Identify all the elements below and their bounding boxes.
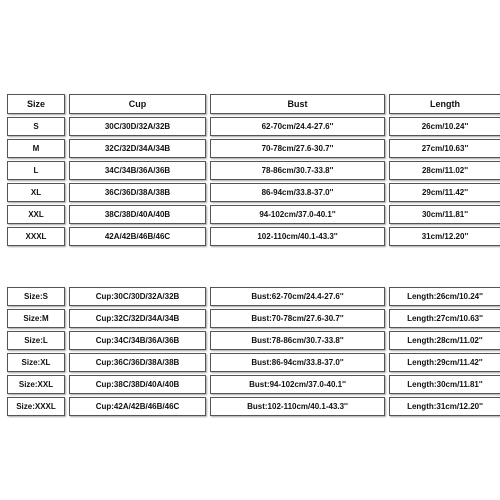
length-cell: 29cm/11.42''	[389, 183, 500, 202]
header-cup: Cup	[69, 94, 206, 114]
size-cell: Size:XXL	[7, 375, 65, 394]
cup-cell: 42A/42B/46B/46C	[69, 227, 206, 246]
size-cell: S	[7, 117, 65, 136]
cup-cell: 30C/30D/32A/32B	[69, 117, 206, 136]
table-row	[7, 139, 500, 158]
bust-cell: Bust:62-70cm/24.4-27.6''	[210, 287, 385, 306]
length-cell: 31cm/12.20''	[389, 227, 500, 246]
bust-cell: 62-70cm/24.4-27.6''	[210, 117, 385, 136]
bust-cell: Bust:70-78cm/27.6-30.7''	[210, 309, 385, 328]
table-row	[7, 309, 500, 328]
bust-cell: Bust:102-110cm/40.1-43.3''	[210, 397, 385, 416]
size-cell: XXL	[7, 205, 65, 224]
bust-cell: 70-78cm/27.6-30.7''	[210, 139, 385, 158]
length-cell: Length:29cm/11.42''	[389, 353, 500, 372]
bust-cell: 78-86cm/30.7-33.8''	[210, 161, 385, 180]
table-row	[7, 161, 500, 180]
size-cell: Size:XXXL	[7, 397, 65, 416]
size-cell: XXXL	[7, 227, 65, 246]
bust-cell: 102-110cm/40.1-43.3''	[210, 227, 385, 246]
cup-cell: Cup:34C/34B/36A/36B	[69, 331, 206, 350]
table-row	[7, 375, 500, 394]
table-row	[7, 183, 500, 202]
length-cell: Length:30cm/11.81''	[389, 375, 500, 394]
header-bust: Bust	[210, 94, 385, 114]
length-cell: Length:28cm/11.02''	[389, 331, 500, 350]
length-cell: Length:26cm/10.24''	[389, 287, 500, 306]
length-cell: Length:31cm/12.20''	[389, 397, 500, 416]
length-cell: 26cm/10.24''	[389, 117, 500, 136]
table-row	[7, 117, 500, 136]
size-chart-table	[3, 91, 500, 249]
table-row	[7, 287, 500, 306]
bust-cell: 86-94cm/33.8-37.0''	[210, 183, 385, 202]
table-row	[7, 331, 500, 350]
length-cell: 28cm/11.02''	[389, 161, 500, 180]
length-cell: Length:27cm/10.63''	[389, 309, 500, 328]
cup-cell: Cup:32C/32D/34A/34B	[69, 309, 206, 328]
cup-cell: Cup:30C/30D/32A/32B	[69, 287, 206, 306]
size-cell: Size:M	[7, 309, 65, 328]
header-length: Length	[389, 94, 500, 114]
cup-cell: 36C/36D/38A/38B	[69, 183, 206, 202]
size-cell: Size:S	[7, 287, 65, 306]
size-cell: M	[7, 139, 65, 158]
length-cell: 27cm/10.63''	[389, 139, 500, 158]
bust-cell: 94-102cm/37.0-40.1''	[210, 205, 385, 224]
size-cell: L	[7, 161, 65, 180]
size-cell: Size:XL	[7, 353, 65, 372]
bust-cell: Bust:86-94cm/33.8-37.0''	[210, 353, 385, 372]
length-cell: 30cm/11.81''	[389, 205, 500, 224]
table-row	[7, 397, 500, 416]
cup-cell: Cup:42A/42B/46B/46C	[69, 397, 206, 416]
size-cell: XL	[7, 183, 65, 202]
cup-cell: Cup:38C/38D/40A/40B	[69, 375, 206, 394]
cup-cell: 34C/34B/36A/36B	[69, 161, 206, 180]
table-row	[7, 205, 500, 224]
bust-cell: Bust:78-86cm/30.7-33.8''	[210, 331, 385, 350]
size-cell: Size:L	[7, 331, 65, 350]
cup-cell: 32C/32D/34A/34B	[69, 139, 206, 158]
bust-cell: Bust:94-102cm/37.0-40.1''	[210, 375, 385, 394]
header-size: Size	[7, 94, 65, 114]
table-row	[7, 227, 500, 246]
cup-cell: 38C/38D/40A/40B	[69, 205, 206, 224]
table-row	[7, 353, 500, 372]
size-chart-table-labeled	[3, 284, 500, 419]
cup-cell: Cup:36C/36D/38A/38B	[69, 353, 206, 372]
header-row	[7, 94, 500, 114]
